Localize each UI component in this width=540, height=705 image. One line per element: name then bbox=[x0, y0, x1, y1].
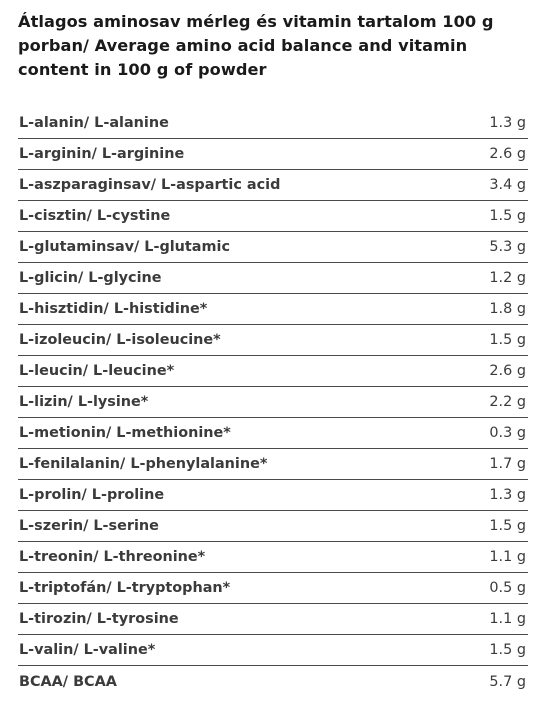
amino-acid-amount: 1.7 g bbox=[489, 456, 526, 472]
table-row bbox=[18, 232, 528, 263]
table-row bbox=[18, 170, 528, 201]
table-title: Átlagos aminosav mérleg és vitamin tartalom 100 g porban/ Average amino acid balance and vitamin content in 100 g of powder bbox=[18, 12, 494, 79]
table-row bbox=[18, 139, 528, 170]
amino-acid-name: L-izoleucin/ L-isoleucine* bbox=[19, 332, 221, 348]
amino-acid-name: L-hisztidin/ L-histidine* bbox=[19, 301, 208, 317]
amino-acid-name: L-prolin/ L-proline bbox=[19, 487, 165, 503]
amino-acid-name: L-fenilalanin/ L-phenylalanine* bbox=[19, 456, 268, 472]
table-row bbox=[18, 449, 528, 480]
amino-acid-name: L-triptofán/ L-tryptophan* bbox=[19, 580, 231, 596]
amino-acid-amount: 1.5 g bbox=[489, 208, 526, 224]
amino-acid-name: BCAA/ BCAA bbox=[19, 673, 117, 690]
amino-acid-amount: 1.3 g bbox=[489, 115, 526, 131]
amino-acid-amount: 2.6 g bbox=[489, 363, 526, 379]
amino-acid-name: L-glicin/ L-glycine bbox=[19, 270, 162, 286]
table-row bbox=[18, 201, 528, 232]
amino-acid-amount: 2.6 g bbox=[489, 146, 526, 162]
amino-acid-amount: 1.2 g bbox=[489, 270, 526, 286]
amino-acid-amount: 1.1 g bbox=[489, 549, 526, 565]
amino-acid-name: L-szerin/ L-serine bbox=[19, 518, 159, 534]
amino-acid-amount: 1.8 g bbox=[489, 301, 526, 317]
table-row bbox=[18, 108, 528, 139]
amino-acid-amount: 1.5 g bbox=[489, 642, 526, 658]
amino-acid-amount: 1.3 g bbox=[489, 487, 526, 503]
amino-acid-amount: 3.4 g bbox=[489, 177, 526, 193]
amino-acid-name: L-alanin/ L-alanine bbox=[19, 115, 169, 131]
table-row bbox=[18, 480, 528, 511]
amino-acid-amount: 0.5 g bbox=[489, 580, 526, 596]
amino-acid-name: L-leucin/ L-leucine* bbox=[19, 363, 175, 379]
table-row bbox=[18, 418, 528, 449]
table-row bbox=[18, 387, 528, 418]
table-row bbox=[18, 666, 528, 697]
amino-acid-name: L-treonin/ L-threonine* bbox=[19, 549, 206, 565]
amino-acid-name: L-aszparaginsav/ L-aspartic acid bbox=[19, 177, 281, 193]
amino-acid-table bbox=[18, 108, 528, 697]
amino-acid-amount: 5.3 g bbox=[489, 239, 526, 255]
amino-acid-name: L-cisztin/ L-cystine bbox=[19, 208, 171, 224]
table-row bbox=[18, 542, 528, 573]
amino-acid-amount: 5.7 g bbox=[489, 673, 526, 690]
table-row bbox=[18, 604, 528, 635]
table-row bbox=[18, 635, 528, 666]
table-row bbox=[18, 356, 528, 387]
amino-acid-name: L-arginin/ L-arginine bbox=[19, 146, 185, 162]
amino-acid-name: L-glutaminsav/ L-glutamic bbox=[19, 239, 230, 255]
amino-acid-amount: 1.1 g bbox=[489, 611, 526, 627]
table-row bbox=[18, 325, 528, 356]
amino-acid-name: L-lizin/ L-lysine* bbox=[19, 394, 149, 410]
amino-acid-amount: 1.5 g bbox=[489, 332, 526, 348]
table-row bbox=[18, 573, 528, 604]
amino-acid-amount: 2.2 g bbox=[489, 394, 526, 410]
amino-acid-name: L-valin/ L-valine* bbox=[19, 642, 156, 658]
amino-acid-amount: 1.5 g bbox=[489, 518, 526, 534]
amino-acid-name: L-tirozin/ L-tyrosine bbox=[19, 611, 179, 627]
amino-acid-name: L-metionin/ L-methionine* bbox=[19, 425, 231, 441]
amino-acid-amount: 0.3 g bbox=[489, 425, 526, 441]
table-row bbox=[18, 511, 528, 542]
table-row bbox=[18, 263, 528, 294]
table-row bbox=[18, 294, 528, 325]
